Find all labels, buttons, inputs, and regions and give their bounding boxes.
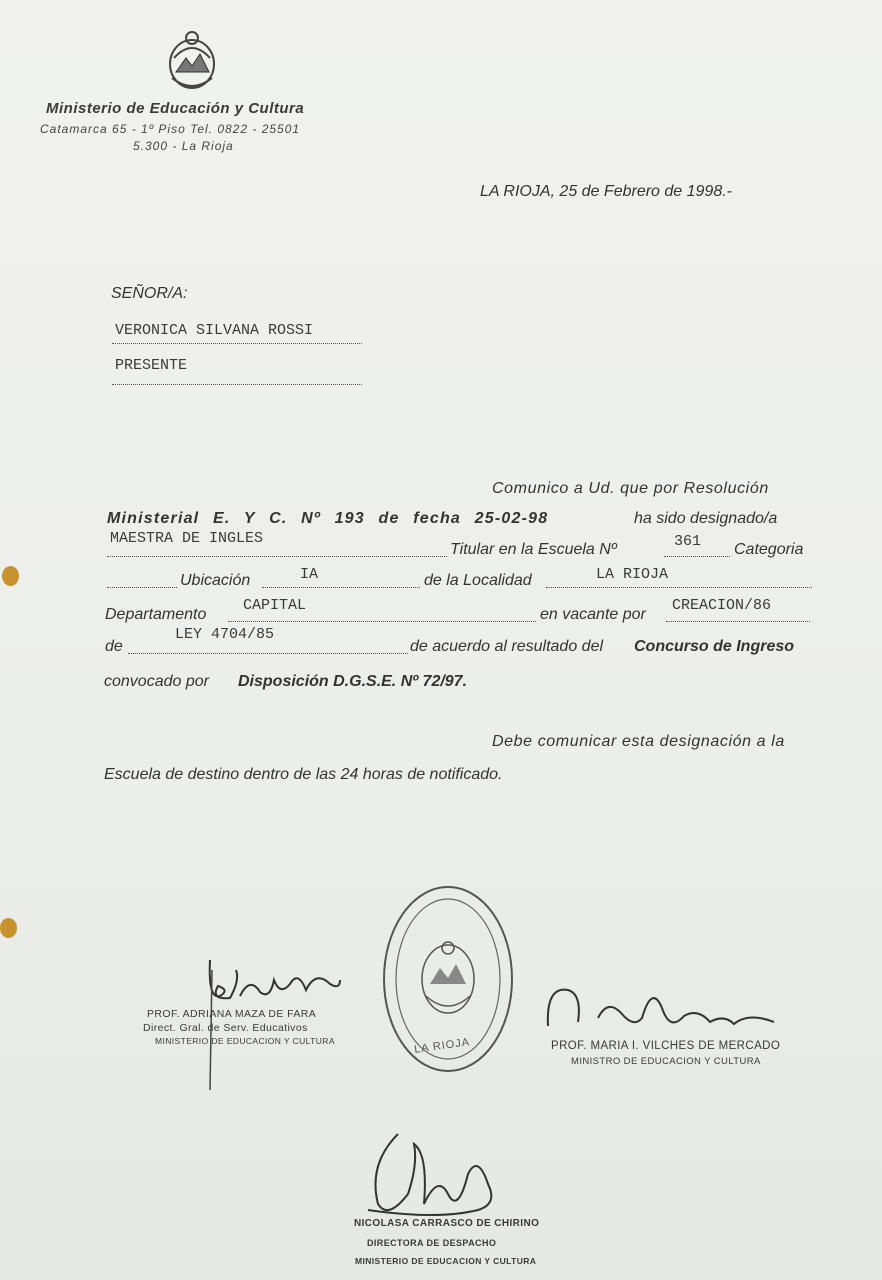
paragraph-2-line-2: Escuela de destino dentro de las 24 horas de notificado. [104,766,503,783]
signature-left-title: Direct. Gral. de Serv. Educativos [143,1022,308,1034]
ministry-city: 5.300 - La Rioja [133,139,234,153]
typed-escuela: 361 [674,533,702,550]
signature-bottom-name: NICOLASA CARRASCO DE CHIRINO [354,1218,540,1229]
label-categoria: Categoria [734,541,804,558]
typed-cargo: MAESTRA DE INGLES [110,530,264,547]
signature-right-name: PROF. MARIA I. VILCHES DE MERCADO [551,1040,781,1052]
typed-departamento: CAPITAL [243,597,307,614]
body-line-2-rest: ha sido designado/a [634,510,778,527]
signature-bottom-icon [358,1124,508,1224]
recipient-name: VERONICA SILVANA ROSSI [115,322,314,339]
punch-hole-top [2,566,19,586]
typed-localidad: LA RIOJA [596,566,669,583]
signature-bottom-title: DIRECTORA DE DESPACHO [367,1238,497,1248]
salutation: SEÑOR/A: [111,285,188,302]
signature-left-org: MINISTERIO DE EDUCACION Y CULTURA [155,1036,335,1046]
signature-left-name: PROF. ADRIANA MAZA DE FARA [147,1008,317,1020]
coat-of-arms-icon [162,28,222,94]
seal-bottom-text: LA RIOJA [413,1036,471,1056]
typed-ley: LEY 4704/85 [175,626,275,643]
typed-ubicacion: IA [300,566,319,583]
label-departamento: Departamento [105,606,207,623]
signature-right-title: MINISTRO DE EDUCACION Y CULTURA [571,1056,761,1067]
resolution-reference: Ministerial E. Y C. Nº 193 de fecha 25-02-98 [107,510,549,527]
label-ubicacion: Ubicación [180,572,251,589]
body-line-1: Comunico a Ud. que por Resolución [492,480,769,497]
signature-right-icon [538,978,784,1042]
date-line: LA RIOJA, 25 de Febrero de 1998.- [480,183,732,200]
label-de: de [105,638,123,655]
label-vacante: en vacante por [540,606,646,623]
label-convocado: convocado por [104,673,209,690]
recipient-presente: PRESENTE [115,357,188,374]
ministry-header: Ministerio de Educación y Cultura [46,100,305,117]
punch-hole-bottom [0,918,17,938]
ministry-address: Catamarca 65 - 1º Piso Tel. 0822 - 25501 [40,122,301,136]
concurso-de-ingreso: Concurso de Ingreso [634,638,795,655]
label-acuerdo: de acuerdo al resultado del [410,638,604,655]
signature-bottom-org: MINISTERIO DE EDUCACION Y CULTURA [355,1256,537,1266]
typed-vacante: CREACION/86 [672,597,772,614]
label-titular: Titular en la Escuela Nº [450,541,617,558]
disposicion-reference: Disposición D.G.S.E. Nº 72/97. [238,673,468,690]
label-localidad: de la Localidad [424,572,532,589]
paragraph-2-line-1: Debe comunicar esta designación a la [492,733,785,750]
